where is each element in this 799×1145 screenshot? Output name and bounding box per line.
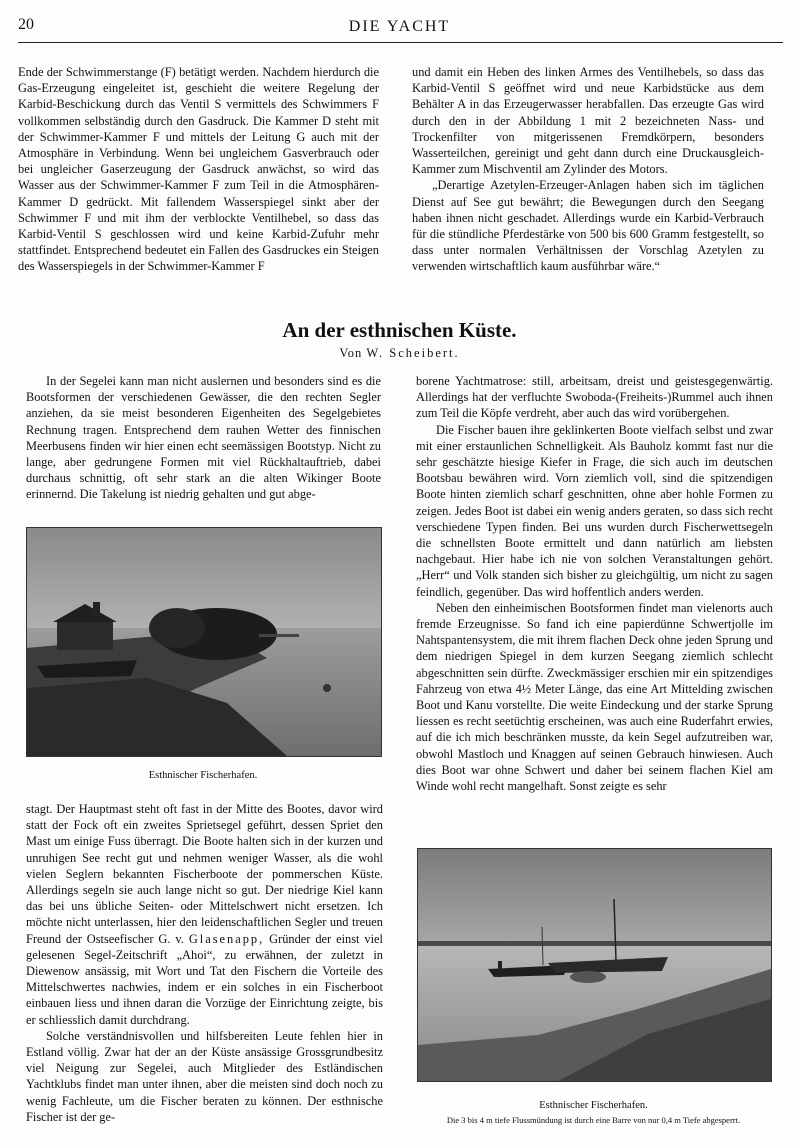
top-right-paragraph-2: „Derartige Azetylen-Erzeuger-Anlagen haben sich im täglichen Dienst auf See gut bewährt; die Bewegungen durch den Seegang haben ihnen nicht geschadet. Allerdings wurde ein Karbid-Verbrauch für die stündliche Pferdestärke von 500 bis 600 Gramm festgestellt, so dass unter normalen Verhältnissen der Vorschlag Azetylen zu verwenden wirtschaftlich kaum ausführbar wäre.“ [412, 178, 764, 274]
figure-1-caption: Esthnischer Fischerhafen. [148, 770, 258, 781]
photo-fishing-harbour-2-image [418, 849, 771, 1081]
running-title: DIE YACHT [348, 18, 451, 35]
author-name: W. Scheibert. [366, 346, 460, 360]
article-right-column [416, 373, 773, 794]
header-rule [18, 42, 783, 43]
figure-2-caption: Esthnischer Fischerhafen. [539, 1100, 648, 1111]
paragraph-2-text: stagt. Der Hauptmast steht oft fast in der Mitte des Bootes, davor wird statt der Fock oft ein zweites Sprietsegel geführt, dessen Spriet den Mast um einige Fuss überragt. Die Boote halten sich in der kurzen und unruhigen See recht gut und nehmen weniger Wasser, als die wohl vielen Seglern bekannten Fischerboote der pommerschen Küste. Allerdings segeln sie auch lange nicht so gut. Der niedrige Kiel kann das bei uns übliche Seiten- oder Mittelschwert nicht ersetzen. Ich möchte nicht unterlassen, hier den leidenschaftlichen Segler und treuen Freund der Ostseefischer G. v. [26, 802, 383, 946]
person-name-glasenapp: Glasenapp, [188, 931, 265, 946]
top-left-column [18, 64, 379, 275]
photo-fishing-harbour-2 [417, 848, 772, 1082]
article-paragraph-2 [26, 801, 383, 1028]
top-right-column [412, 64, 764, 275]
article-left-column-top [26, 373, 381, 503]
byline-prefix: Von [339, 346, 367, 360]
photo-fishing-harbour-1-image [27, 528, 381, 756]
article-paragraph-6: Neben den einheimischen Bootsformen findet man vielenorts auch fremde Erzeugnisse. So fand ich eine papierdünne Schwertjolle im Nahtspantensystem, die mit ihrem flachen Deck ohne jeden Sprung und dem niedrigen Spiegel in dem kurzen Seegang ziemlich schlecht abgeschnitten sein dürfte. Zweckmässiger erschien mir ein spitzendiges Fahrzeug von etwa 4½ Meter Länge, das eine Art Mittelding zwischen Boot und Kanu vorstellte. Die weite Eindeckung und der starke Sprung liessen es recht seetüchtig erscheinen, was auch eine Ruderfahrt erwies, auf die ich mich beschränken musste, da kein Segel aufzutreiben war, obwohl Mastloch und Knaggen auf seinen Gebrauch hinwiesen. Auch dies Boot war ohne Schwert und daher bei seinem flachen Kiel am Winde wohl recht mangelhaft. Sonst zeigte es sehr [416, 600, 773, 794]
article-paragraph-5: Die Fischer bauen ihre geklinkerten Boote vielfach selbst und zwar mit einer erstaunlichen Schnelligkeit. Als Bauholz kommt fast nur die sehr geschätzte hiesige Kiefer in Frage, die sich auch im deutschen Bootsbau bewähren wird. Vorn ziemlich voll, sind die spitzendigen Boote hinten ziemlich scharf geschnitten, ohne aber hohle Formen zu zeigen. Jedes Boot ist dabei ein wenig anders geraten, so dass sich recht verschiedene Typen finden. Bei uns wurden durch Fischerwettsegeln die schnellsten Boote ermittelt und dann natürlich am liebsten nachgebaut. Hier habe ich nie von solchen Veranstaltungen gehört. „Herr“ und Volk standen sich bisher zu gleichgültig, um nicht zu sagen feindlich, gegenüber. Das wird hoffentlich anders werden. [416, 422, 773, 599]
article-paragraph-3: Solche verständnisvollen und hilfsbereiten Leute fehlen hier in Estland völlig. Zwar hat der an der Küste ansässige Grossgrundbesitz viel Neigung zur Segelei, auch Mitglieder des Estländischen Yachtklubs findet man unter ihnen, aber die meisten sind doch noch zu wenig Fachleute, um die Fischer beraten zu können. Der esthnische Fischer ist der ge- [26, 1028, 383, 1124]
article-paragraph-4: borene Yachtmatrose: still, arbeitsam, dreist und geistesgegenwärtig. Allerdings hat der verfluchte Swoboda-(Freiheits-)Rummel auch ihnen zum Teil die Köpfe verdreht, aber auch das wird vorübergehen. [416, 374, 773, 421]
top-left-paragraph: Ende der Schwimmerstange (F) betätigt werden. Nachdem hierdurch die Gas-Erzeugung eingeleitet ist, geschieht die weitere Regelung der Karbid-Beschickung durch das Ventil S vermittels des Schwimmers F vollkommen selbständig durch den Gasdruck. Die Kammer D steht mit der Schwimmer-Kammer F und mittels der Leitung G auch mit der Atmosphäre in Verbindung. Wenn bei ungleichem Gasverbrauch oder bei ungleicher Gaserzeugung der Gasdruck anwächst, so wird das Wasser aus der Schwimmer-Kammer F zum Teil in die Atmosphären-Kammer D gedrückt. Mit fallendem Wasserspiegel sinkt aber der Schwimmer F und mit ihm der verblockte Ventilhebel, so dass das Karbid-Ventil S geschlossen wird und keine Karbid-Zufuhr mehr stattfindet. Entsprechend bedeutet ein Fallen des Gasdruckes ein Steigen des Wasserspiegels in der Schwimmer-Kammer F [18, 65, 379, 274]
article-title: An der esthnischen Küste. [282, 318, 517, 342]
top-right-paragraph-1: und damit ein Heben des linken Armes des Ventilhebels, so dass das Karbid-Ventil S geöffnet wird und neue Karbidstücke aus dem Behälter A in das Erzeugerwasser herabfallen. Das erzeugte Gas wird durch den in der Abbildung 1 mit 2 bezeichneten Nass- und Trockenfilter von mitgerissenen Fremdkörpern, besonders Wasserteilchen, gereinigt und geht dann durch eine Druckausgleich-Kammer zum Mischventil am Zylinder des Motors. [412, 65, 764, 177]
figure-2-subcaption: Die 3 bis 4 m tiefe Flussmündung ist durch eine Barre von nur 0,4 m Tiefe abgesperrt. [446, 1115, 741, 1125]
photo-fishing-harbour-1 [26, 527, 382, 757]
byline [0, 346, 799, 361]
article-paragraph-1: In der Segelei kann man nicht auslernen und besonders sind es die Bootsformen der verschiedenen Gewässer, die den rechten Segler anziehen, da sie meist besonderen Eigenheiten des Segelgebietes Rechnung tragen. Entsprechend dem rauhen Wetter des finnischen Meerbusens finden wir hier einen echt seemässigen Bootstyp. Nicht zu lange, aber gedrungene Formen mit viel Rückhaltauftrieb, dabei durchaus schnittig, oft sehr stark an die alten Wikinger Boote erinnernd. Die Takelung ist niedrig gehalten und gut abge- [26, 374, 381, 502]
article-left-column-bottom [26, 801, 383, 1125]
page-number: 20 [18, 16, 34, 33]
paragraph-2-continuation: Gründer der einst viel gelesenen Segel-Zeitschrift „Ahoi“, zu erwähnen, der zuletzt in Diewenow ansässig, mit Wort und Tat den Fischern die Vorteile des Mittelschwertes nachwies, indem er ein solches in ein Fischerboot einbauen liess und ihnen daran die Vorzüge der Einrichtung zeigte, bis er schliesslich damit durchdrang. [26, 931, 383, 1027]
